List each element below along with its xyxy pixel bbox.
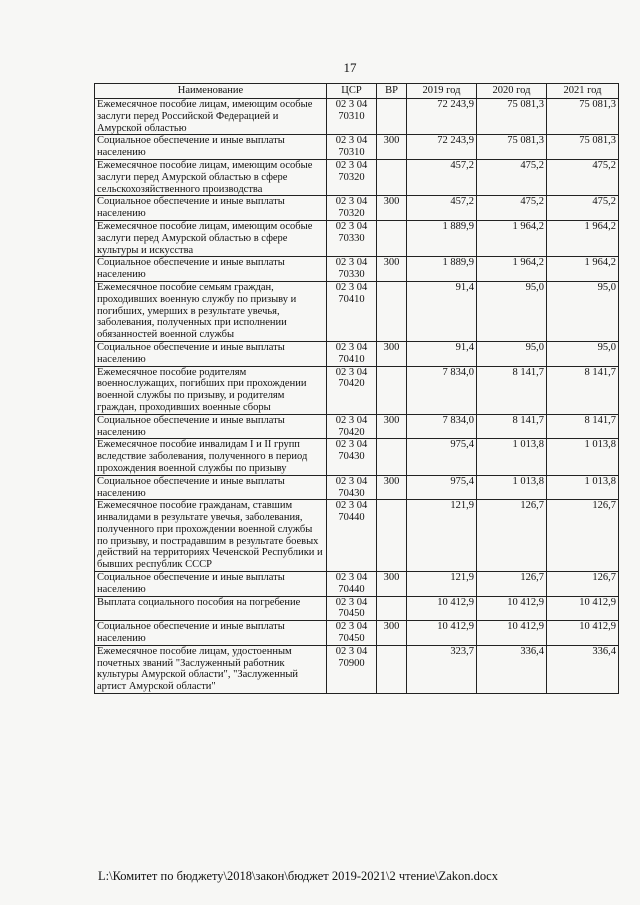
cell-2020: 126,7 [477, 500, 547, 572]
table-row [95, 257, 619, 282]
cell-csr: 02 3 04 70320 [327, 159, 377, 195]
table-row [95, 621, 619, 646]
cell-2019: 10 412,9 [407, 621, 477, 646]
cell-vr: 300 [377, 135, 407, 160]
cell-vr [377, 220, 407, 256]
table-header-row [95, 84, 619, 99]
cell-csr: 02 3 04 70330 [327, 220, 377, 256]
cell-2019: 91,4 [407, 281, 477, 341]
cell-vr [377, 159, 407, 195]
cell-name: Ежемесячное пособие родителям военнослужащих, погибших при прохождении военной службы по призыву, и родителям граждан, проходивших военные сборы [95, 366, 327, 414]
cell-vr [377, 645, 407, 693]
cell-vr [377, 439, 407, 475]
header-csr: ЦСР [327, 84, 377, 99]
cell-name: Социальное обеспечение и иные выплаты населению [95, 135, 327, 160]
cell-vr [377, 500, 407, 572]
cell-csr: 02 3 04 70450 [327, 621, 377, 646]
cell-vr: 300 [377, 414, 407, 439]
cell-name: Социальное обеспечение и иные выплаты населению [95, 196, 327, 221]
cell-vr: 300 [377, 572, 407, 597]
cell-2019: 121,9 [407, 500, 477, 572]
cell-csr: 02 3 04 70410 [327, 341, 377, 366]
cell-2021: 336,4 [547, 645, 619, 693]
header-2019: 2019 год [407, 84, 477, 99]
cell-2020: 10 412,9 [477, 596, 547, 621]
cell-2021: 95,0 [547, 281, 619, 341]
header-2020: 2020 год [477, 84, 547, 99]
budget-table [94, 83, 619, 694]
cell-csr: 02 3 04 70310 [327, 135, 377, 160]
cell-name: Ежемесячное пособие гражданам, ставшим инвалидами в результате увечья, заболевания, полученного при прохождении военной службы по призыву, и пострадавшим в результате боевых действий на территориях Чеченской Республики и бывших республик СССР [95, 500, 327, 572]
table-row [95, 645, 619, 693]
cell-2021: 1 013,8 [547, 475, 619, 500]
table-row [95, 341, 619, 366]
table-row [95, 196, 619, 221]
cell-2020: 75 081,3 [477, 99, 547, 135]
table-row [95, 475, 619, 500]
table-row [95, 596, 619, 621]
header-2021: 2021 год [547, 84, 619, 99]
cell-2019: 10 412,9 [407, 596, 477, 621]
cell-2019: 1 889,9 [407, 257, 477, 282]
cell-name: Социальное обеспечение и иные выплаты населению [95, 572, 327, 597]
cell-2020: 1 013,8 [477, 439, 547, 475]
cell-csr: 02 3 04 70430 [327, 439, 377, 475]
cell-vr [377, 596, 407, 621]
cell-vr: 300 [377, 196, 407, 221]
cell-2021: 126,7 [547, 572, 619, 597]
cell-2019: 457,2 [407, 196, 477, 221]
cell-name: Социальное обеспечение и иные выплаты населению [95, 341, 327, 366]
cell-2021: 75 081,3 [547, 135, 619, 160]
cell-2020: 95,0 [477, 341, 547, 366]
cell-2021: 126,7 [547, 500, 619, 572]
cell-2019: 91,4 [407, 341, 477, 366]
cell-vr [377, 281, 407, 341]
cell-name: Социальное обеспечение и иные выплаты населению [95, 414, 327, 439]
cell-csr: 02 3 04 70420 [327, 414, 377, 439]
cell-2020: 1 964,2 [477, 220, 547, 256]
cell-2020: 126,7 [477, 572, 547, 597]
cell-2021: 8 141,7 [547, 366, 619, 414]
cell-2019: 7 834,0 [407, 366, 477, 414]
cell-name: Ежемесячное пособие лицам, удостоенным почетных званий "Заслуженный работник культуры Амурской области", "Заслуженный артист Амурской области" [95, 645, 327, 693]
cell-2019: 72 243,9 [407, 99, 477, 135]
cell-vr: 300 [377, 341, 407, 366]
cell-vr [377, 366, 407, 414]
cell-name: Ежемесячное пособие лицам, имеющим особые заслуги перед Амурской областью в сфере сельскохозяйственного производства [95, 159, 327, 195]
table-row [95, 220, 619, 256]
cell-csr: 02 3 04 70320 [327, 196, 377, 221]
cell-csr: 02 3 04 70440 [327, 500, 377, 572]
cell-2021: 475,2 [547, 196, 619, 221]
cell-name: Выплата социального пособия на погребение [95, 596, 327, 621]
header-name: Наименование [95, 84, 327, 99]
cell-2019: 457,2 [407, 159, 477, 195]
header-vr: ВР [377, 84, 407, 99]
cell-csr: 02 3 04 70310 [327, 99, 377, 135]
cell-2020: 8 141,7 [477, 366, 547, 414]
page-number: 17 [343, 60, 357, 75]
cell-2021: 10 412,9 [547, 596, 619, 621]
cell-2020: 10 412,9 [477, 621, 547, 646]
cell-vr: 300 [377, 257, 407, 282]
footer-file-path: L:\Комитет по бюджету\2018\закон\бюджет 2019-2021\2 чтение\Zakon.docx [98, 869, 498, 883]
cell-vr: 300 [377, 621, 407, 646]
cell-2020: 75 081,3 [477, 135, 547, 160]
cell-2021: 1 964,2 [547, 257, 619, 282]
cell-2021: 8 141,7 [547, 414, 619, 439]
cell-name: Ежемесячное пособие лицам, имеющим особые заслуги перед Амурской областью в сфере культуры и искусства [95, 220, 327, 256]
cell-2019: 975,4 [407, 439, 477, 475]
table-row [95, 159, 619, 195]
cell-2021: 1 964,2 [547, 220, 619, 256]
cell-2019: 1 889,9 [407, 220, 477, 256]
cell-csr: 02 3 04 70440 [327, 572, 377, 597]
cell-2021: 475,2 [547, 159, 619, 195]
cell-2019: 72 243,9 [407, 135, 477, 160]
cell-name: Социальное обеспечение и иные выплаты населению [95, 475, 327, 500]
cell-vr [377, 99, 407, 135]
cell-csr: 02 3 04 70420 [327, 366, 377, 414]
cell-name: Ежемесячное пособие инвалидам I и II групп вследствие заболевания, полученного в период прохождения военной службы по призыву [95, 439, 327, 475]
cell-2020: 1 013,8 [477, 475, 547, 500]
cell-2020: 336,4 [477, 645, 547, 693]
table-body [95, 99, 619, 694]
table-row [95, 500, 619, 572]
cell-csr: 02 3 04 70900 [327, 645, 377, 693]
cell-csr: 02 3 04 70410 [327, 281, 377, 341]
cell-csr: 02 3 04 70430 [327, 475, 377, 500]
cell-2020: 8 141,7 [477, 414, 547, 439]
table-row [95, 439, 619, 475]
cell-2020: 95,0 [477, 281, 547, 341]
table-row [95, 281, 619, 341]
cell-2020: 1 964,2 [477, 257, 547, 282]
cell-2021: 1 013,8 [547, 439, 619, 475]
cell-csr: 02 3 04 70330 [327, 257, 377, 282]
cell-2019: 7 834,0 [407, 414, 477, 439]
table-row [95, 135, 619, 160]
table-row [95, 572, 619, 597]
cell-2021: 75 081,3 [547, 99, 619, 135]
cell-csr: 02 3 04 70450 [327, 596, 377, 621]
cell-name: Ежемесячное пособие лицам, имеющим особые заслуги перед Российской Федерацией и Амурской областью [95, 99, 327, 135]
cell-2020: 475,2 [477, 196, 547, 221]
cell-2019: 975,4 [407, 475, 477, 500]
cell-name: Социальное обеспечение и иные выплаты населению [95, 621, 327, 646]
table-row [95, 414, 619, 439]
cell-name: Ежемесячное пособие семьям граждан, проходивших военную службу по призыву и погибших, умерших в результате увечья, заболевания, полученных при исполнении обязанностей военной службы [95, 281, 327, 341]
cell-2021: 10 412,9 [547, 621, 619, 646]
cell-2019: 121,9 [407, 572, 477, 597]
cell-2019: 323,7 [407, 645, 477, 693]
cell-2021: 95,0 [547, 341, 619, 366]
cell-name: Социальное обеспечение и иные выплаты населению [95, 257, 327, 282]
cell-vr: 300 [377, 475, 407, 500]
table-row [95, 366, 619, 414]
cell-2020: 475,2 [477, 159, 547, 195]
table-row [95, 99, 619, 135]
